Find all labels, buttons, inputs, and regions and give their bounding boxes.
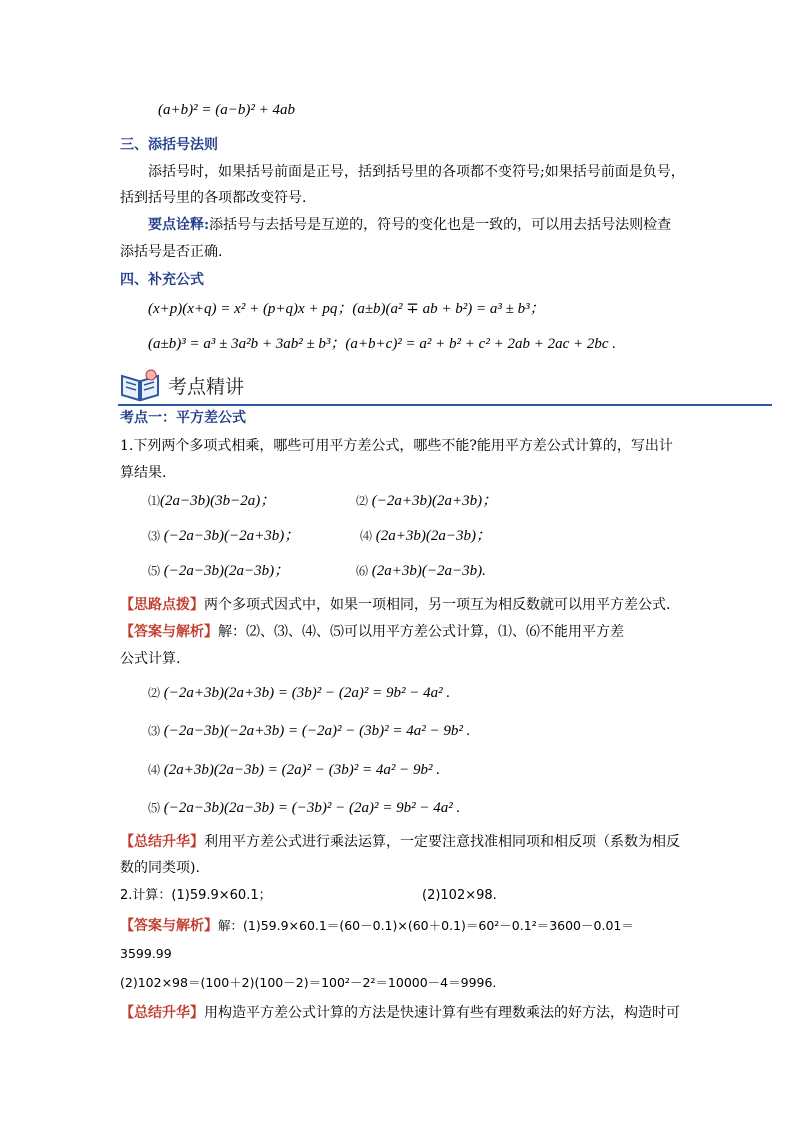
item-5: ⑸ (−2a−3b)(2a−3b)； bbox=[148, 563, 290, 579]
summary-line: 【总结升华】利用平方差公式进行乘法运算，一定要注意找准相同项和相反项（系数为相反 bbox=[120, 834, 680, 850]
solution-4: ⑷ (2a+3b)(2a−3b) = (2a)² − (3b)² = 4a² − 9b² . bbox=[148, 762, 440, 778]
answer-2-line: (2)102×98＝(100＋2)(100－2)＝100²－2²＝10000－4＝9996. bbox=[120, 975, 497, 990]
banner-title: 考点精讲 bbox=[168, 376, 245, 398]
answer-label: 【答案与解析】 bbox=[120, 624, 218, 640]
key-note-line bbox=[148, 216, 671, 234]
solution-2: ⑵ (−2a+3b)(2a+3b) = (3b)² − (2a)² = 9b² − 4a² . bbox=[148, 685, 451, 701]
item-2: ⑵ (−2a+3b)(2a+3b)； bbox=[356, 493, 498, 509]
summary-2-line: 【总结升华】用构造平方差公式计算的方法是快速计算有些有理数乘法的好方法，构造时可 bbox=[120, 1005, 680, 1021]
answer-2-line: 【答案与解析】解：(1)59.9×60.1＝(60－0.1)×(60＋0.1)＝60²－0.1²＝3600－0.01＝ bbox=[120, 918, 634, 934]
question-line: 算结果. bbox=[120, 465, 167, 481]
summary-line: 数的同类项). bbox=[120, 860, 200, 876]
banner-rule bbox=[118, 404, 772, 406]
answer-2-line: 3599.99 bbox=[120, 946, 172, 961]
hint-line: 【思路点拨】两个多项式因式中，如果一项相同，另一项互为相反数就可以用平方差公式. bbox=[120, 597, 671, 613]
topic-heading: 考点一：平方差公式 bbox=[120, 410, 246, 426]
item-1: ⑴(2a−3b)(3b−2a)； bbox=[148, 493, 276, 509]
section-heading-3: 三、添括号法则 bbox=[120, 137, 218, 153]
paragraph-line: 括到括号里的各项都改变符号. bbox=[120, 190, 307, 206]
solution-3: ⑶ (−2a−3b)(−2a+3b) = (−2a)² − (3b)² = 4a² − 9b² . bbox=[148, 723, 471, 739]
item-6: ⑹ (2a+3b)(−2a−3b). bbox=[356, 563, 486, 579]
formula-square-identity: (a+b)² = (a−b)² + 4ab bbox=[158, 102, 295, 118]
summary-label: 【总结升华】 bbox=[120, 1005, 204, 1021]
section-banner bbox=[118, 366, 772, 406]
item-4: ⑷ (2a+3b)(2a−3b)； bbox=[360, 528, 491, 544]
question-2-part-1: 2.计算：(1)59.9×60.1； bbox=[120, 888, 272, 903]
summary-label: 【总结升华】 bbox=[120, 834, 204, 850]
answer-line: 【答案与解析】解：⑵、⑶、⑷、⑸可以用平方差公式计算，⑴、⑹不能用平方差 bbox=[120, 624, 624, 640]
question-2-part-2: (2)102×98. bbox=[422, 888, 497, 903]
formula-supplement-1: (x+p)(x+q) = x² + (p+q)x + pq；(a±b)(a² ∓ ab + b²) = a³ ± b³； bbox=[148, 301, 545, 317]
hint-label: 【思路点拨】 bbox=[120, 597, 204, 613]
section-heading-4: 四、补充公式 bbox=[120, 272, 204, 288]
answer-label: 【答案与解析】 bbox=[120, 918, 218, 934]
key-note-text: 添括号与去括号是互逆的，符号的变化也是一致的，可以用去括号法则检查 bbox=[209, 217, 672, 233]
key-note-label: 要点诠释: bbox=[148, 217, 210, 233]
paragraph-line: 添括号是否正确. bbox=[120, 244, 223, 260]
answer-line: 公式计算. bbox=[120, 651, 181, 667]
formula-supplement-2: (a±b)³ = a³ ± 3a²b + 3ab² ± b³；(a+b+c)² = a² + b² + c² + 2ab + 2ac + 2bc . bbox=[148, 336, 617, 352]
item-3: ⑶ (−2a−3b)(−2a+3b)； bbox=[148, 528, 300, 544]
paragraph-line: 添括号时，如果括号前面是正号，括到括号里的各项都不变符号;如果括号前面是负号， bbox=[148, 164, 685, 180]
question-line: 1.下列两个多项式相乘，哪些可用平方差公式，哪些不能?能用平方差公式计算的，写出计 bbox=[120, 438, 673, 454]
book-icon bbox=[120, 368, 160, 402]
solution-5: ⑸ (−2a−3b)(2a−3b) = (−3b)² − (2a)² = 9b² − 4a² . bbox=[148, 800, 461, 816]
